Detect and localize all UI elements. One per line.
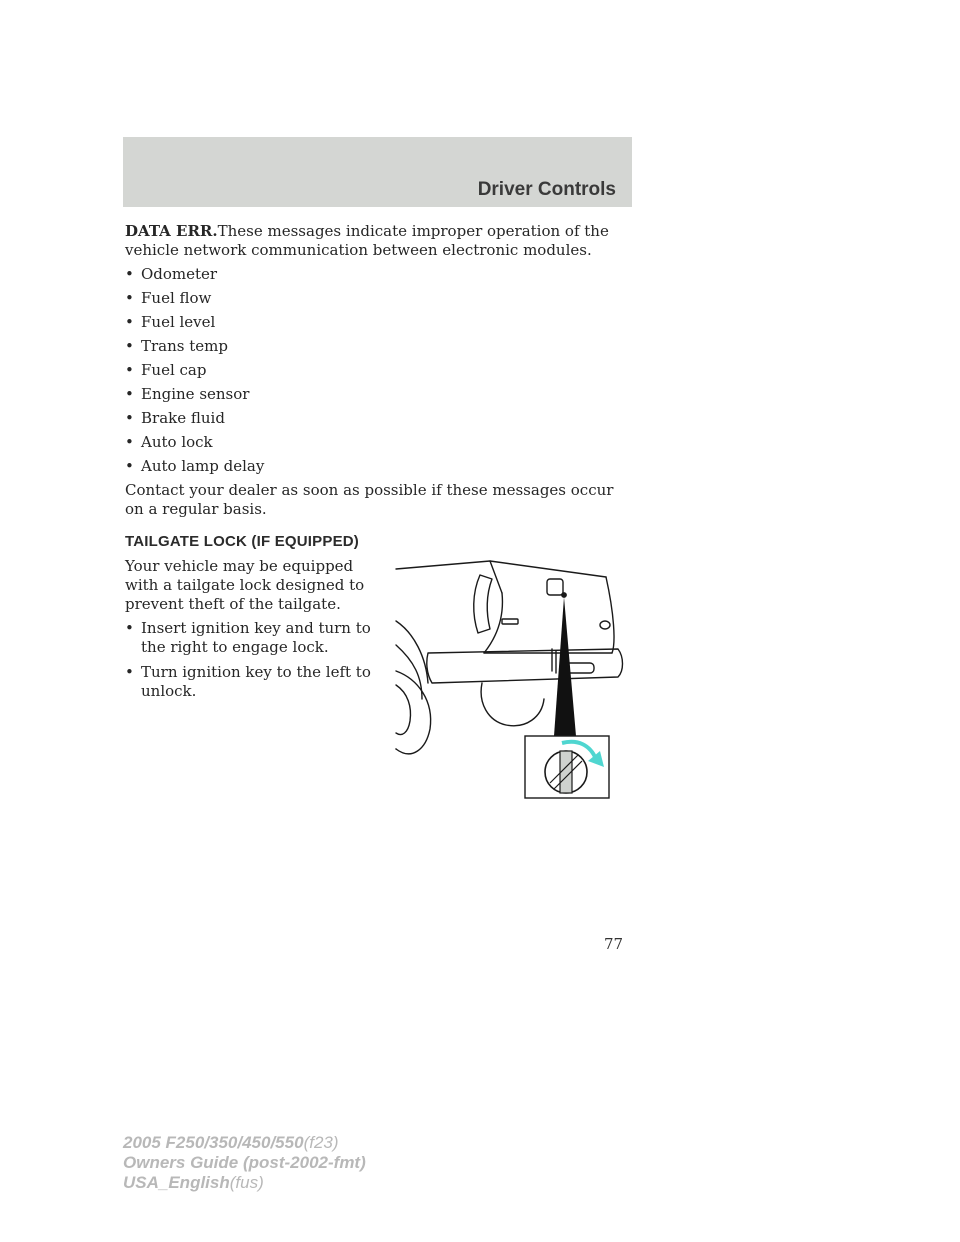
list-item: • Odometer	[125, 265, 635, 284]
tailgate-steps	[125, 619, 385, 701]
tailgate-intro: Your vehicle may be equipped with a tailgate lock designed to prevent theft of the tailgate.	[125, 557, 365, 613]
data-err-text: These messages indicate improper operation of the vehicle network communication between electronic modules.	[125, 222, 609, 259]
section-title: Driver Controls	[477, 179, 616, 200]
list-item: • Fuel flow	[125, 289, 635, 308]
header-band	[123, 137, 632, 207]
tailgate-heading: TAILGATE LOCK (IF EQUIPPED)	[125, 533, 360, 550]
list-item: • Auto lock	[125, 433, 635, 452]
footer-line-language: USA_English(fus)	[123, 1173, 264, 1192]
list-item: • Insert ignition key and turn to the right to engage lock.	[125, 619, 385, 657]
footer-line-guide: Owners Guide (post-2002-fmt)	[123, 1153, 366, 1172]
list-item: • Turn ignition key to the left to unlock.	[125, 663, 385, 701]
list-item: • Auto lamp delay	[125, 457, 635, 476]
list-item: • Brake fluid	[125, 409, 635, 428]
data-err-list	[125, 265, 635, 476]
list-item: • Fuel cap	[125, 361, 635, 380]
list-item: • Engine sensor	[125, 385, 635, 404]
list-item: • Fuel level	[125, 313, 635, 332]
page-number: 77	[604, 935, 624, 953]
data-err-term: DATA ERR.	[125, 222, 218, 240]
truck-rear-drawing	[392, 553, 632, 803]
list-item: • Trans temp	[125, 337, 635, 356]
document-footer	[123, 1133, 366, 1193]
data-err-closing: Contact your dealer as soon as possible if these messages occur on a regular basis.	[125, 481, 614, 518]
tailgate-text-column	[125, 557, 385, 701]
footer-line-model: 2005 F250/350/450/550(f23)	[123, 1133, 339, 1152]
tailgate-lock-illustration	[392, 553, 632, 803]
data-err-paragraph	[125, 222, 635, 260]
